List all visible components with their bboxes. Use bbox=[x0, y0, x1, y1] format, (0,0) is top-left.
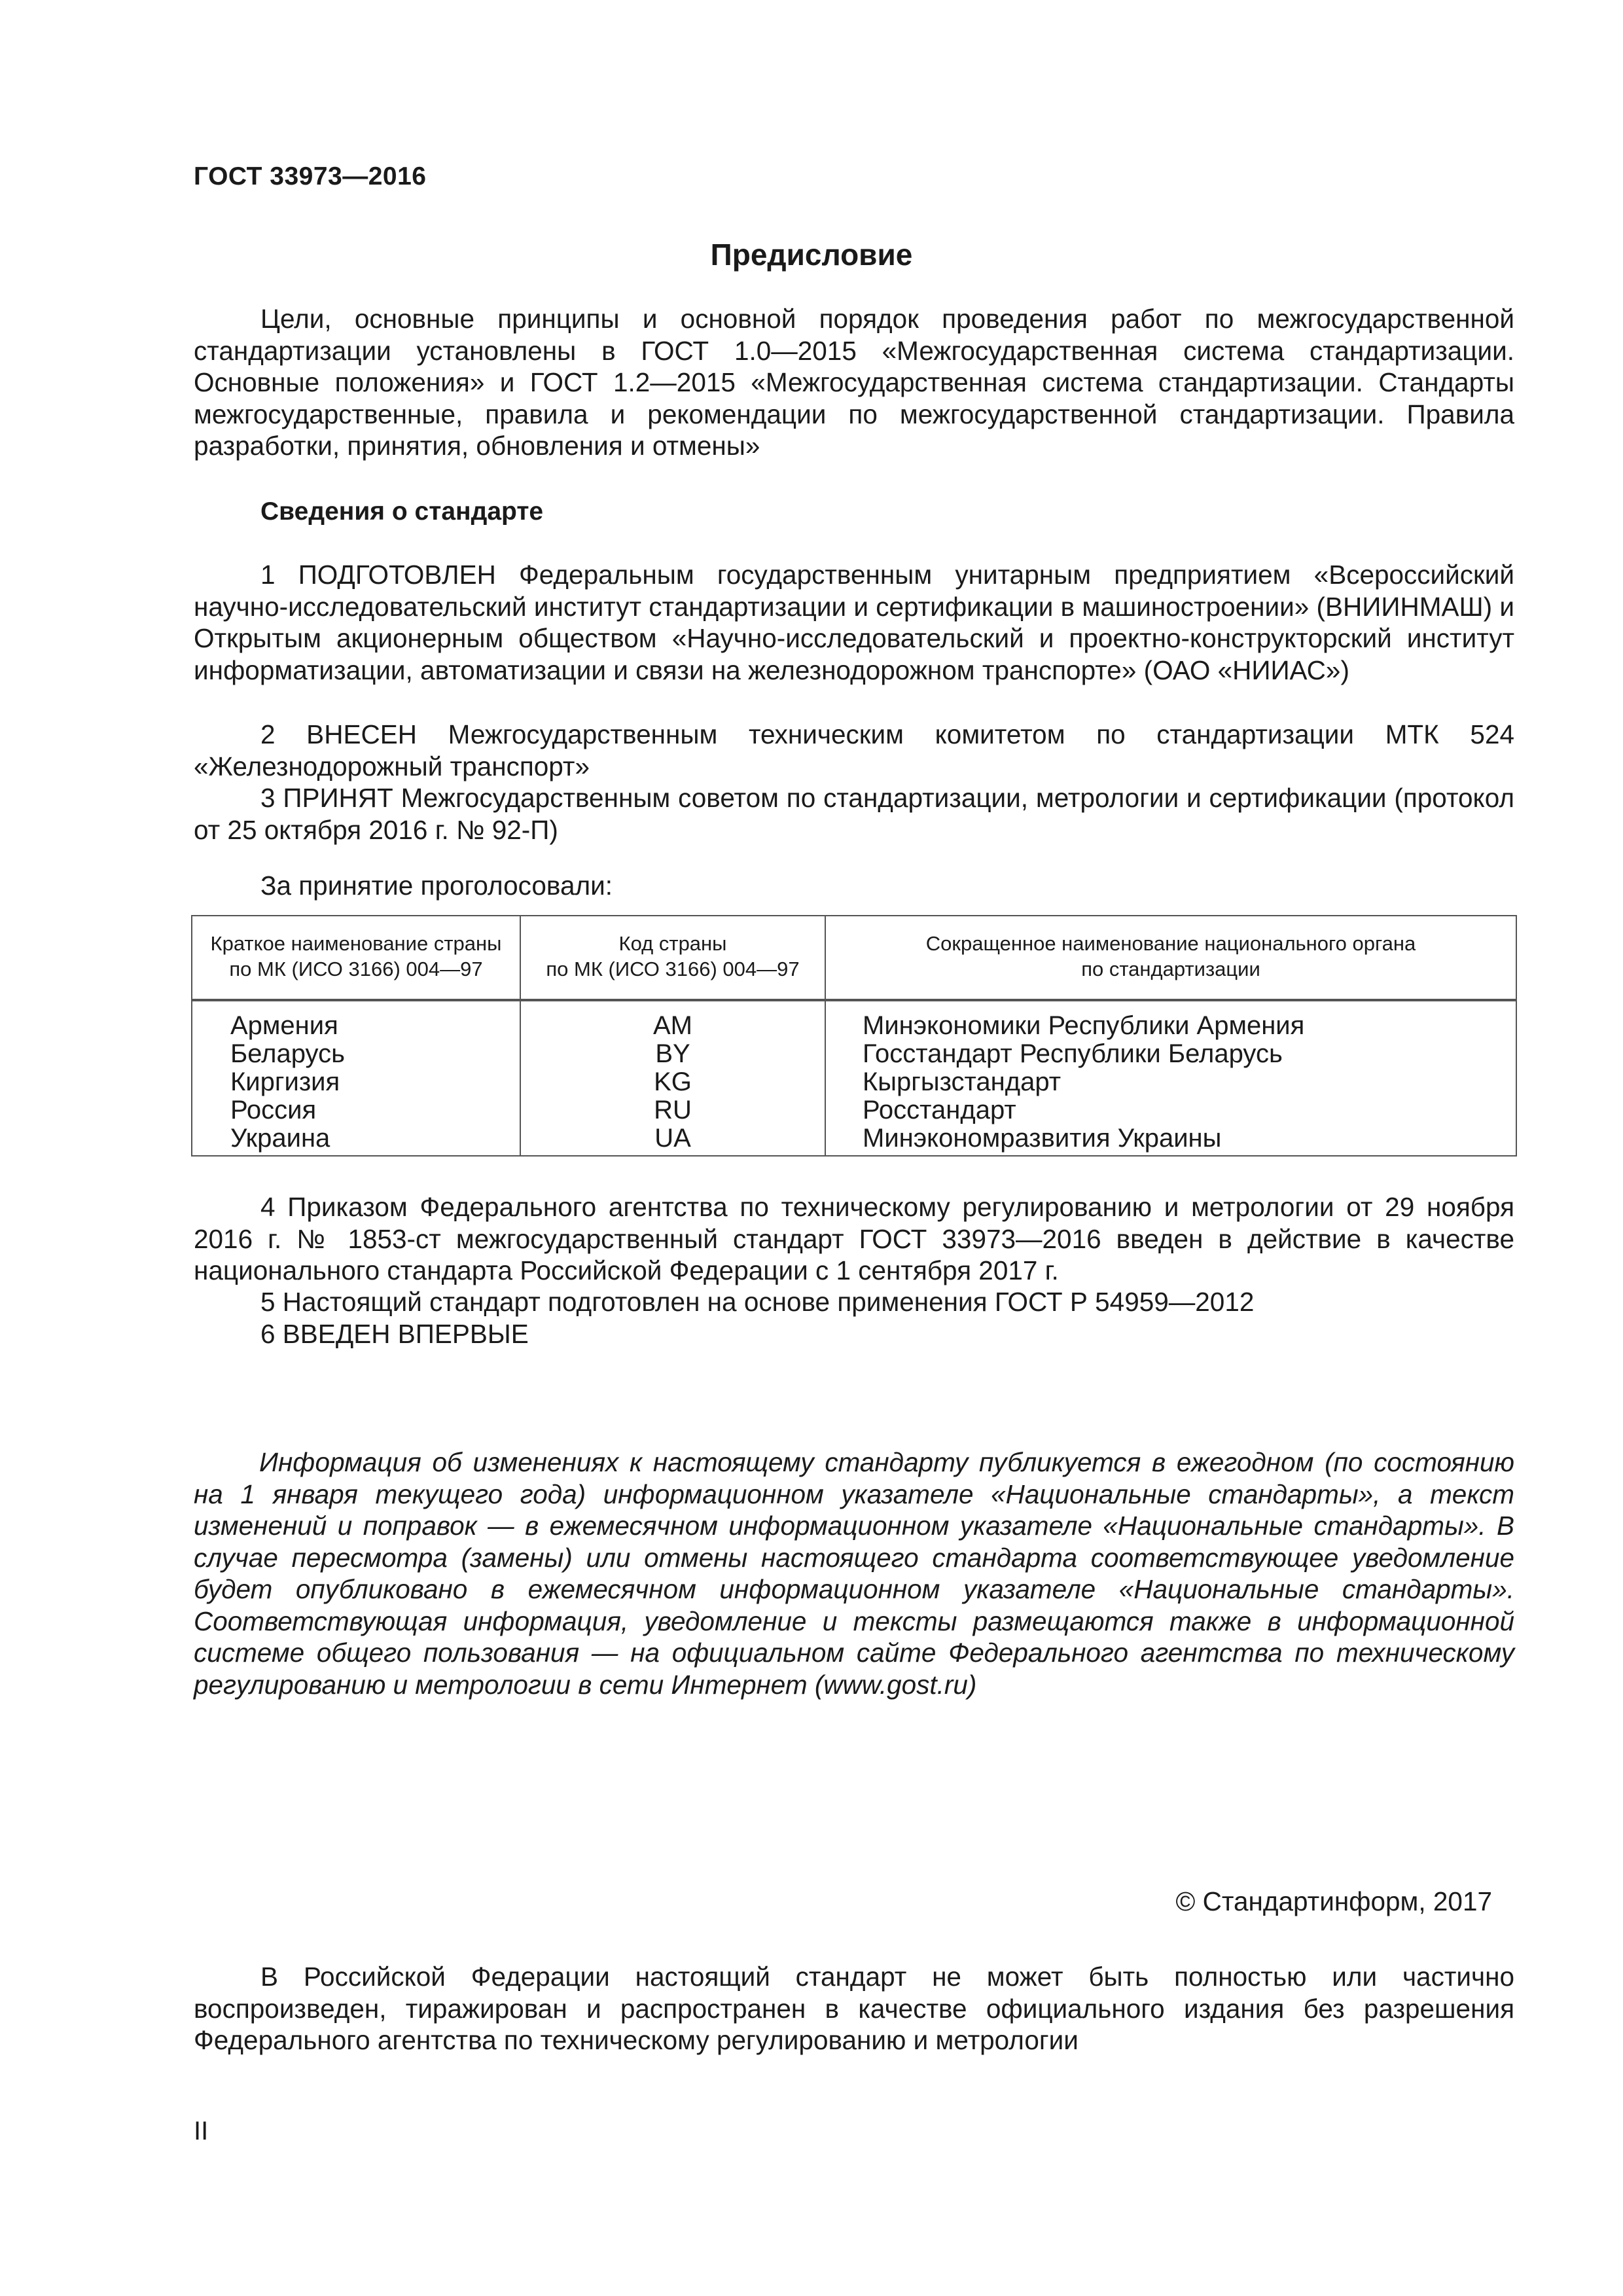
country-name: Беларусь bbox=[192, 1040, 520, 1068]
table-row bbox=[192, 1000, 1516, 1040]
table-row bbox=[192, 1068, 1516, 1096]
voting-table bbox=[191, 915, 1517, 1157]
voting-lead: За принятие проголосовали: bbox=[260, 870, 613, 901]
table-row bbox=[192, 1096, 1516, 1124]
intro-paragraph: Цели, основные принципы и основной порядок проведения работ по межгосударственной стандартизации установлены в ГОСТ 1.0—2015 «Межгосударственная система стандартизации. Основные положения» и ГОСТ 1.2—2015 «Межгосударственная система стандартизации. Стандарты межгосударственные, правила и рекомендации по межгосударственной стандартизации. Правила разработки, принятия, обновления и отмены» bbox=[194, 304, 1514, 461]
country-code: UA bbox=[520, 1124, 825, 1156]
standards-body: Минэкономразвития Украины bbox=[825, 1124, 1516, 1156]
standards-body: Госстандарт Республики Беларусь bbox=[825, 1040, 1516, 1068]
country-name: Россия bbox=[192, 1096, 520, 1124]
item-5-line: 5 Настоящий стандарт подготовлен на основе применения ГОСТ Р 54959—2012 bbox=[260, 1287, 1255, 1317]
table-row bbox=[192, 1040, 1516, 1068]
country-code: RU bbox=[520, 1096, 825, 1124]
country-code: BY bbox=[520, 1040, 825, 1068]
item-4-paragraph: 4 Приказом Федерального агентства по техническому регулированию и метрологии от 29 ноября 2016 г. № 1853-ст межгосударственный стандарт ГОСТ 33973—2016 введен в действие в качестве национального стандарта Российской Федерации с 1 сентября 2017 г. bbox=[194, 1192, 1514, 1285]
page-number: II bbox=[194, 2117, 209, 2145]
reproduction-notice: В Российской Федерации настоящий стандарт не может быть полностью или частично воспроизведен, тиражирован и распространен в качестве официального издания без разрешения Федерального агентства по техническому регулированию и метрологии bbox=[194, 1962, 1514, 2055]
table-header-code: Код страны по МК (ИСО 3166) 004—97 bbox=[520, 916, 825, 1000]
section-heading: Сведения о стандарте bbox=[260, 497, 544, 526]
changes-notice: Информация об изменениях к настоящему стандарту публикуется в ежегодном (по состоянию на 1 января текущего года) информационном указателе «Национальные стандарты», а текст изменений и поправок — в ежемесячном информационном указателе «Национальные стандарты». В случае пересмотра (замены) или отмены настоящего стандарта соответствующее уведомление будет опубликовано в ежемесячном информационном указателе «Национальные стандарты». Соответствующая информация, уведомление и тексты размещаются также в информационной системе общего пользования — на официальном сайте Федерального агентства по техническому регулированию и метрологии в сети Интернет (www.gost.ru) bbox=[194, 1447, 1514, 1700]
table-header-body: Сокращенное наименование национального органа по стандартизации bbox=[825, 916, 1516, 1000]
standards-body: Росстандарт bbox=[825, 1096, 1516, 1124]
item-3-paragraph: 3 ПРИНЯТ Межгосударственным советом по стандартизации, метрологии и сертификации (протокол от 25 октября 2016 г. № 92-П) bbox=[194, 783, 1514, 845]
standards-body: Кыргызстандарт bbox=[825, 1068, 1516, 1096]
copyright-notice: © Стандартинформ, 2017 bbox=[1175, 1886, 1492, 1916]
country-code: AM bbox=[520, 1000, 825, 1040]
table-header-row bbox=[192, 916, 1516, 1000]
page-title: Предисловие bbox=[710, 238, 913, 272]
document-code: ГОСТ 33973—2016 bbox=[194, 162, 427, 190]
country-name: Украина bbox=[192, 1124, 520, 1156]
country-name: Армения bbox=[192, 1000, 520, 1040]
item-1-paragraph: 1 ПОДГОТОВЛЕН Федеральным государственным унитарным предприятием «Всероссийский научно-исследовательский институт стандартизации и сертификации в машиностроении» (ВНИИНМАШ) и Открытым акционерным обществом «Научно-исследовательский и проектно-конструкторский институт информатизации, автоматизации и связи на железнодорожном транспорте» (ОАО «НИИАС») bbox=[194, 560, 1514, 685]
country-name: Киргизия bbox=[192, 1068, 520, 1096]
country-code: KG bbox=[520, 1068, 825, 1096]
item-2-paragraph: 2 ВНЕСЕН Межгосударственным техническим комитетом по стандартизации МТК 524 «Железнодорожный транспорт» bbox=[194, 719, 1514, 781]
table-row bbox=[192, 1124, 1516, 1156]
table-header-country: Краткое наименование страны по МК (ИСО 3166) 004—97 bbox=[192, 916, 520, 1000]
standards-body: Минэкономики Республики Армения bbox=[825, 1000, 1516, 1040]
item-6-line: 6 ВВЕДЕН ВПЕРВЫЕ bbox=[260, 1319, 529, 1349]
